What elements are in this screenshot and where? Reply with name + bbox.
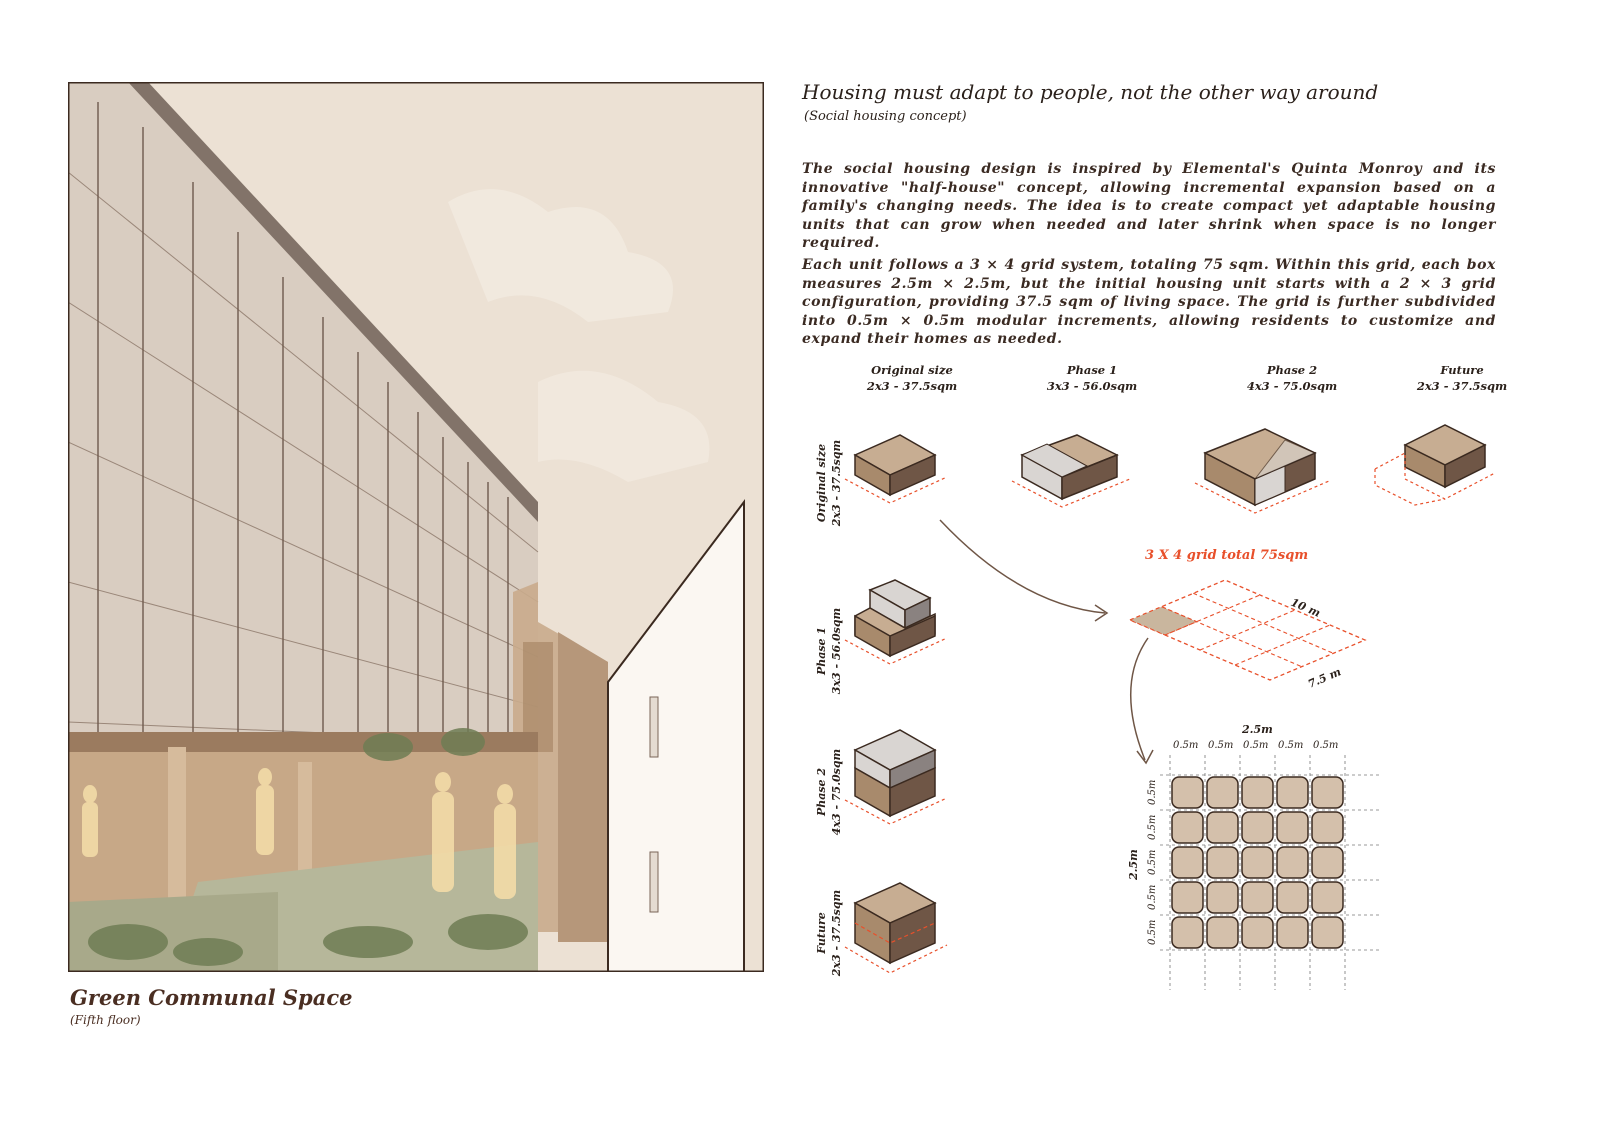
- row-size: 2x3 - 37.5sqm: [830, 889, 843, 977]
- module-side-increment: 0.5m: [1147, 779, 1158, 805]
- sub-heading: (Social housing concept): [804, 109, 967, 124]
- phase-size: 2x3 - 37.5sqm: [866, 379, 958, 393]
- module-plan: [1127, 723, 1380, 990]
- module-increment: 0.5m: [1313, 740, 1339, 751]
- phase-name: Original size: [871, 363, 953, 377]
- box-phase2-stacked: [845, 730, 947, 824]
- row-name: Phase 1: [815, 626, 828, 676]
- row-size: 3x3 - 56.0sqm: [830, 607, 843, 695]
- grid-paragraph: Each unit follows a 3 × 4 grid system, totaling 75 sqm. Within this grid, each box measures 2.5m × 2.5m, but the initial housing unit starts with a 2 × 3 grid configuration, providing 37.5 sqm of living space. The grid is further subdivided into 0.5m × 0.5m modular increments, allowing residents to customize and expand their homes as needed.: [802, 257, 1496, 347]
- module-side-increment: 0.5m: [1147, 884, 1158, 910]
- phase-size: 2x3 - 37.5sqm: [1416, 379, 1508, 393]
- arrow-to-module: [1131, 638, 1148, 760]
- row-size: 2x3 - 37.5sqm: [830, 439, 843, 527]
- grid-dim-long: 10 m: [1288, 595, 1323, 620]
- box-original: [845, 435, 947, 503]
- phase-name: Future: [1440, 363, 1484, 377]
- box-future-top: [1375, 425, 1495, 505]
- phase-name: Phase 2: [1266, 363, 1318, 377]
- row-name: Original size: [815, 443, 828, 523]
- communal-space-rendering: [68, 82, 764, 972]
- module-increment: 0.5m: [1243, 740, 1269, 751]
- iso-grid: [1130, 580, 1365, 691]
- grid-total-label: 3 X 4 grid total 75sqm: [1145, 548, 1309, 563]
- caption-subtitle: (Fifth floor): [70, 1013, 141, 1027]
- module-side-increment: 0.5m: [1147, 814, 1158, 840]
- phase-name: Phase 1: [1066, 363, 1118, 377]
- phase-header-original: [842, 362, 982, 394]
- module-increment: 0.5m: [1278, 740, 1304, 751]
- phase-header-future: [1392, 362, 1532, 394]
- housing-phases-diagram: [780, 395, 1540, 1035]
- box-future-tall: [845, 883, 947, 973]
- module-width-label: 2.5m: [1242, 723, 1273, 736]
- concept-paragraph: The social housing design is inspired by Elemental's Quinta Monroy and its innovative "half-house" concept, allowing incremental expansion based on a family's changing needs. The idea is to create compact yet adaptable housing units that can grow when needed and later shrink when space is no longer required.: [802, 161, 1496, 251]
- grid-dim-short: 7.5 m: [1306, 665, 1344, 691]
- module-increment: 0.5m: [1208, 740, 1234, 751]
- module-height-label: 2.5m: [1127, 849, 1140, 880]
- arrow-to-grid: [940, 520, 1105, 613]
- module-side-increment: 0.5m: [1147, 919, 1158, 945]
- box-phase1-top: [1012, 435, 1130, 507]
- box-phase2-top: [1195, 429, 1329, 513]
- phase-size: 3x3 - 56.0sqm: [1046, 379, 1138, 393]
- main-heading: Housing must adapt to people, not the other way around: [802, 80, 1379, 104]
- row-name: Future: [815, 912, 828, 954]
- phase-size: 4x3 - 75.0sqm: [1246, 379, 1338, 393]
- box-phase1-stacked: [845, 580, 947, 664]
- row-name: Phase 2: [815, 767, 828, 817]
- module-increment: 0.5m: [1173, 740, 1199, 751]
- caption-title: Green Communal Space: [70, 985, 353, 1010]
- phase-header-phase2: [1222, 362, 1362, 394]
- module-side-increment: 0.5m: [1147, 849, 1158, 875]
- row-size: 4x3 - 75.0sqm: [830, 748, 843, 836]
- phase-header-phase1: [1022, 362, 1162, 394]
